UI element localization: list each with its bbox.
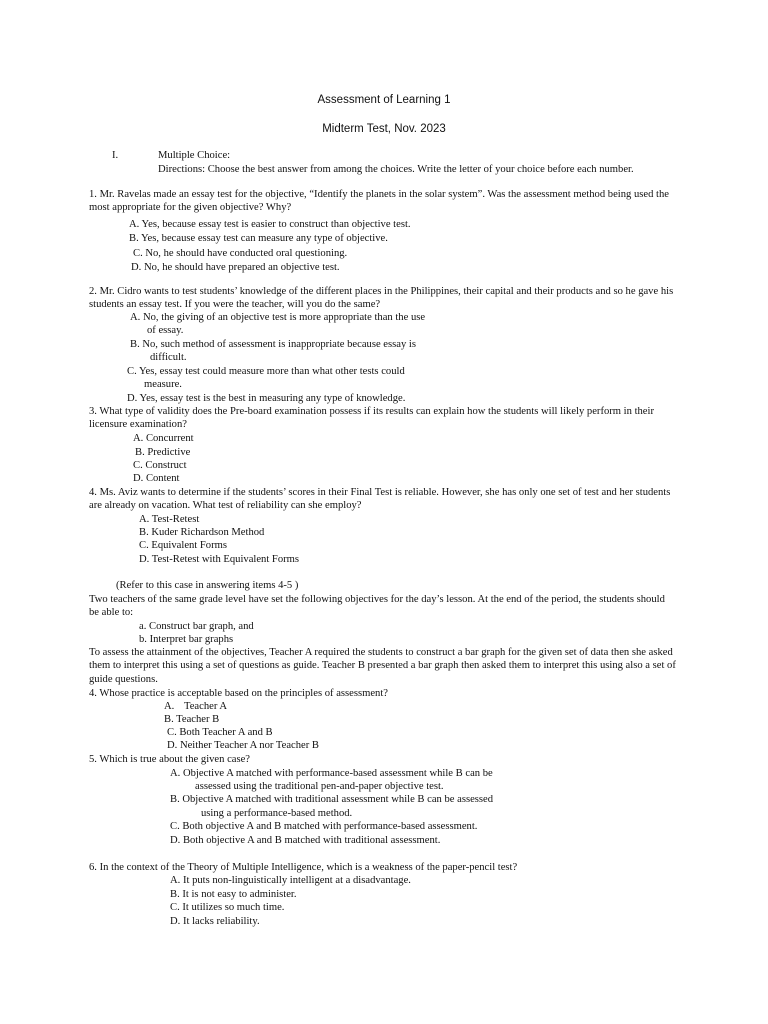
question-1-option-d: D. No, he should have prepared an objective test. [131,262,340,273]
question-2-option-b-cont: difficult. [150,352,187,363]
question-2-option-b: B. No, such method of assessment is inappropriate because essay is [130,339,416,350]
case-description: To assess the attainment of the objectives, Teacher A required the students to construct a bar graph for the given set of data then she asked them to interpret this using a set of questions as guide. Teacher B presented a bar graph then asked them to interpret this using also a set of guide questions. [89,647,676,685]
document-title: Assessment of Learning 1 [317,94,451,106]
question-2-option-c-cont: measure. [144,379,182,390]
case-question-5-text: 5. Which is true about the given case? [89,754,251,765]
section-numeral: I. [112,150,119,161]
case-objective-b: b. Interpret bar graphs [139,634,234,645]
question-4-option-d: D. Test-Retest with Equivalent Forms [139,554,300,565]
question-1-text: 1. Mr. Ravelas made an essay test for the objective, “Identify the planets in the solar system”. Was the assessment method being used the most appropriate for the given objective? Why? [89,189,669,214]
question-1-option-c: C. No, he should have conducted oral questioning. [133,248,348,259]
case-question-6-option-c: C. It utilizes so much time. [170,902,285,913]
case-note: (Refer to this case in answering items 4-5 ) [116,580,299,591]
case-objective-a: a. Construct bar graph, and [139,621,254,632]
case-question-6-option-b: B. It is not easy to administer. [170,889,297,900]
question-2-text: 2. Mr. Cidro wants to test students’ knowledge of the different places in the Philippines, their capital and their products and so he gave his students an essay test. If you were the teacher, will you do the same? [89,286,674,311]
case-question-5-option-b-cont: using a performance-based method. [201,808,353,819]
question-3-option-a: A. Concurrent [133,433,194,444]
question-4-text: 4. Ms. Aviz wants to determine if the students’ scores in their Final Test is reliable. However, she has only one set of test and her students are already on vacation. What test of reliability can she employ? [89,487,671,512]
case-question-5-option-c: C. Both objective A and B matched with performance-based assessment. [170,821,478,832]
question-1-option-b: B. Yes, because essay test can measure any type of objective. [129,233,388,244]
case-question-6-option-a: A. It puts non-linguistically intelligent at a disadvantage. [170,875,411,886]
section-name: Multiple Choice: [158,150,231,161]
question-2-option-a-cont: of essay. [147,325,184,336]
case-question-5-option-d: D. Both objective A and B matched with traditional assessment. [170,835,441,846]
case-question-6-option-d: D. It lacks reliability. [170,916,260,927]
case-intro: Two teachers of the same grade level have set the following objectives for the day’s lesson. At the end of the period, the students should be able to: [89,594,665,619]
case-question-4-option-c: C. Both Teacher A and B [167,727,273,738]
question-2-option-d: D. Yes, essay test is the best in measuring any type of knowledge. [127,393,406,404]
question-1-option-a: A. Yes, because essay test is easier to construct than objective test. [129,219,411,230]
question-4-option-c: C. Equivalent Forms [139,540,227,551]
case-question-4-option-b: B. Teacher B [164,714,220,725]
case-question-4-option-a-letter: A. [164,701,175,712]
question-3-option-b: B. Predictive [135,447,191,458]
case-question-5-option-a: A. Objective A matched with performance-based assessment while B can be [170,768,493,779]
case-question-5-option-a-cont: assessed using the traditional pen-and-paper objective test. [195,781,444,792]
question-3-option-c: C. Construct [133,460,187,471]
case-question-5-option-b: B. Objective A matched with traditional assessment while B can be assessed [170,794,494,805]
question-4-option-a: A. Test-Retest [139,514,200,525]
question-4-option-b: B. Kuder Richardson Method [139,527,265,538]
case-question-4-option-a-text: Teacher A [184,701,228,712]
question-3-text: 3. What type of validity does the Pre-board examination possess if its results can explain how the students will likely perform in their licensure examination? [89,406,654,431]
document-subtitle: Midterm Test, Nov. 2023 [322,123,446,135]
question-3-option-d: D. Content [133,473,180,484]
question-2-option-c: C. Yes, essay test could measure more than what other tests could [127,366,405,377]
question-2-option-a: A. No, the giving of an objective test is more appropriate than the use [130,312,426,323]
case-question-4-text: 4. Whose practice is acceptable based on the principles of assessment? [89,688,388,699]
case-question-4-option-d: D. Neither Teacher A nor Teacher B [167,740,319,751]
case-question-6-text: 6. In the context of the Theory of Multiple Intelligence, which is a weakness of the paper-pencil test? [89,862,518,873]
section-directions: Directions: Choose the best answer from among the choices. Write the letter of your choice before each number. [158,164,634,175]
